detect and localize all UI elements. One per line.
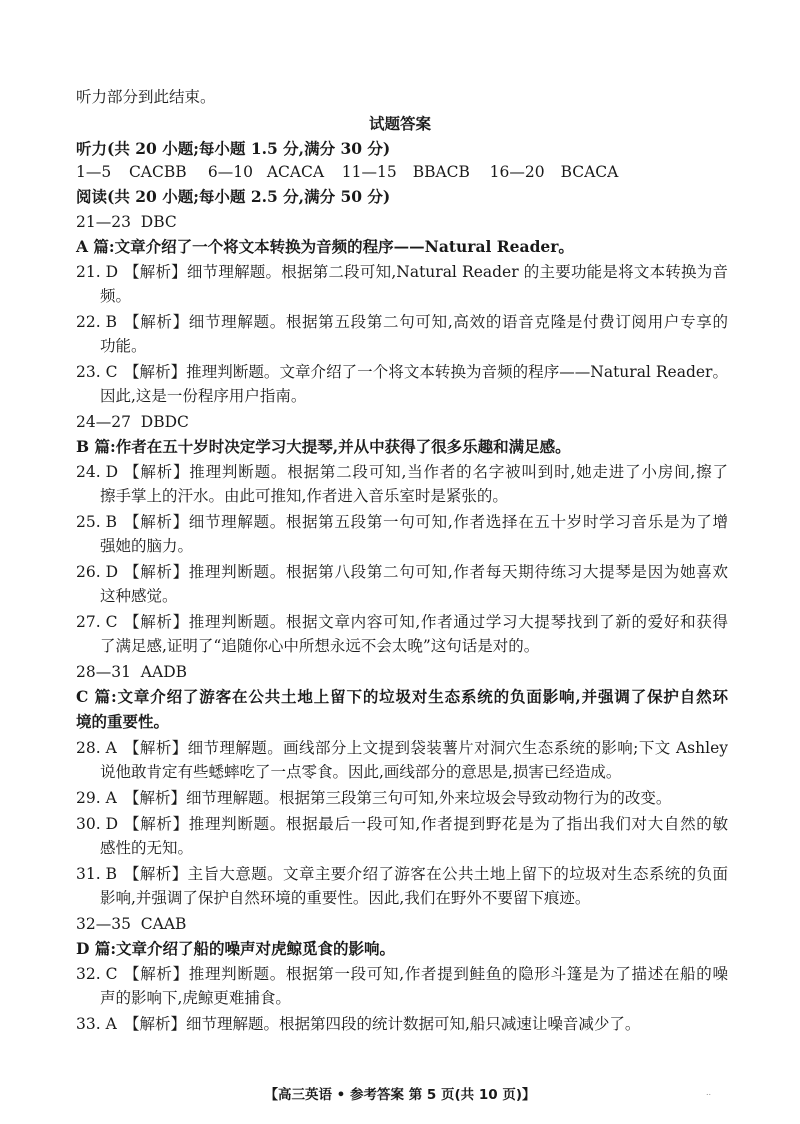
explanation-text: 【解析】细节理解题。根据第三段第三句可知,外来垃圾会导致动物行为的改变。: [124, 789, 672, 807]
explanation-continued: 频。: [100, 287, 132, 305]
answer-range: 6—10: [207, 163, 253, 181]
question-21: [76, 261, 728, 283]
passage-d-summary: D 篇:文章介绍了船的噪声对虎鲸觅食的影响。: [76, 939, 396, 958]
question-number: 26. D: [76, 563, 119, 581]
answer-letters: ACACA: [266, 163, 325, 181]
passage-a-summary: A 篇:文章介绍了一个将文本转换为音频的程序——Natural Reader。: [76, 237, 574, 256]
question-number: 30. D: [76, 815, 119, 833]
answer-range-b: 24—27 DBDC: [76, 413, 189, 431]
question-33: [76, 1013, 728, 1035]
question-29: [76, 787, 728, 809]
question-24: [76, 461, 728, 483]
passage-c-summary: C 篇:文章介绍了游客在公共土地上留下的垃圾对生态系统的负面影响,并强调了保护自然环: [76, 687, 728, 706]
explanation-text: 【解析】推理判断题。根据文章内容可知,作者通过学习大提琴找到了新的爱好和获得: [124, 613, 728, 631]
question-number: 28. A: [76, 739, 117, 757]
answer-letters: CACBB: [128, 163, 187, 181]
question-26: [76, 561, 728, 583]
explanation-continued: 影响,并强调了保护自然环境的重要性。因此,我们在野外不要留下痕迹。: [100, 889, 591, 907]
question-22: [76, 311, 728, 333]
question-number: 22. B: [76, 313, 117, 331]
question-25: [76, 511, 728, 533]
explanation-continued: 声的影响下,虎鲸更难捕食。: [100, 989, 291, 1007]
explanation-continued: 感性的无知。: [100, 839, 194, 857]
corner-mark: ..: [706, 1088, 712, 1097]
answer-range-d: 32—35 CAAB: [76, 915, 187, 933]
answer-range-c: 28—31 AADB: [76, 663, 188, 681]
question-27: [76, 611, 728, 633]
question-number: 24. D: [76, 463, 119, 481]
page-footer: 【高三英语 • 参考答案 第 5 页(共 10 页)】: [264, 1087, 536, 1103]
answer-letters: BCACA: [560, 163, 619, 181]
question-number: 33. A: [76, 1015, 117, 1033]
question-23: [76, 361, 728, 383]
explanation-text: 【解析】主旨大意题。文章主要介绍了游客在公共土地上留下的垃圾对生态系统的负面: [124, 865, 728, 883]
explanation-text: 【解析】推理判断题。根据最后一段可知,作者提到野花是为了指出我们对大自然的敏: [124, 815, 728, 833]
passage-c-summary-continued: 境的重要性。: [76, 712, 170, 731]
explanation-text: 【解析】细节理解题。根据第二段可知,Natural Reader 的主要功能是将文本转换为音: [124, 263, 728, 281]
reading-heading: 阅读(共 20 小题;每小题 2.5 分,满分 50 分): [76, 187, 391, 206]
answer-range-a: 21—23 DBC: [76, 213, 177, 231]
question-number: 21. D: [76, 263, 119, 281]
page-title: 试题答案: [368, 114, 431, 133]
question-number: 25. B: [76, 513, 117, 531]
explanation-text: 【解析】推理判断题。根据第八段第二句可知,作者每天期待练习大提琴是因为她喜欢: [124, 563, 728, 581]
explanation-continued: 因此,这是一份程序用户指南。: [100, 387, 307, 405]
explanation-text: 【解析】推理判断题。根据第一段可知,作者提到鲑鱼的隐形斗篷是为了描述在船的噪: [124, 965, 728, 983]
question-number: 29. A: [76, 789, 117, 807]
explanation-continued: 说他敢肯定有些蟋蟀吃了一点零食。因此,画线部分的意思是,损害已经造成。: [100, 763, 622, 781]
explanation-text: 【解析】推理判断题。文章介绍了一个将文本转换为音频的程序——Natural Reader。: [124, 363, 728, 381]
explanation-text: 【解析】细节理解题。画线部分上文提到袋装薯片对洞穴生态系统的影响;下文 Ashley: [124, 739, 728, 757]
listening-heading: 听力(共 20 小题;每小题 1.5 分,满分 30 分): [76, 139, 391, 158]
explanation-continued: 擦手掌上的汗水。由此可推知,作者进入音乐室时是紧张的。: [100, 487, 508, 505]
question-number: 31. B: [76, 865, 117, 883]
explanation-continued: 了满足感,证明了“追随你心中所想永远不会太晚”这句话是对的。: [100, 637, 540, 655]
question-number: 23. C: [76, 363, 118, 381]
passage-b-summary: B 篇:作者在五十岁时决定学习大提琴,并从中获得了很多乐趣和满足感。: [76, 437, 571, 456]
listening-answers: [76, 161, 728, 183]
explanation-continued: 功能。: [100, 337, 147, 355]
answer-letters: BBACB: [412, 163, 470, 181]
explanation-text: 【解析】细节理解题。根据第四段的统计数据可知,船只减速让噪音减少了。: [124, 1015, 641, 1033]
intro-text: 听力部分到此结束。: [76, 88, 216, 106]
explanation-text: 【解析】细节理解题。根据第五段第二句可知,高效的语音克隆是付费订阅用户专享的: [124, 313, 728, 331]
question-31: [76, 863, 728, 885]
question-number: 27. C: [76, 613, 118, 631]
explanation-text: 【解析】细节理解题。根据第五段第一句可知,作者选择在五十岁时学习音乐是为了增: [124, 513, 728, 531]
explanation-continued: 这种感觉。: [100, 587, 178, 605]
answer-range: 11—15: [341, 163, 397, 181]
explanation-text: 【解析】推理判断题。根据第二段可知,当作者的名字被叫到时,她走进了小房间,擦了: [124, 463, 728, 481]
answer-range: 1—5: [76, 163, 112, 181]
question-number: 32. C: [76, 965, 118, 983]
answer-range: 16—20: [489, 163, 545, 181]
explanation-continued: 强她的脑力。: [100, 537, 194, 555]
question-30: [76, 813, 728, 835]
question-32: [76, 963, 728, 985]
question-28: [76, 737, 728, 759]
